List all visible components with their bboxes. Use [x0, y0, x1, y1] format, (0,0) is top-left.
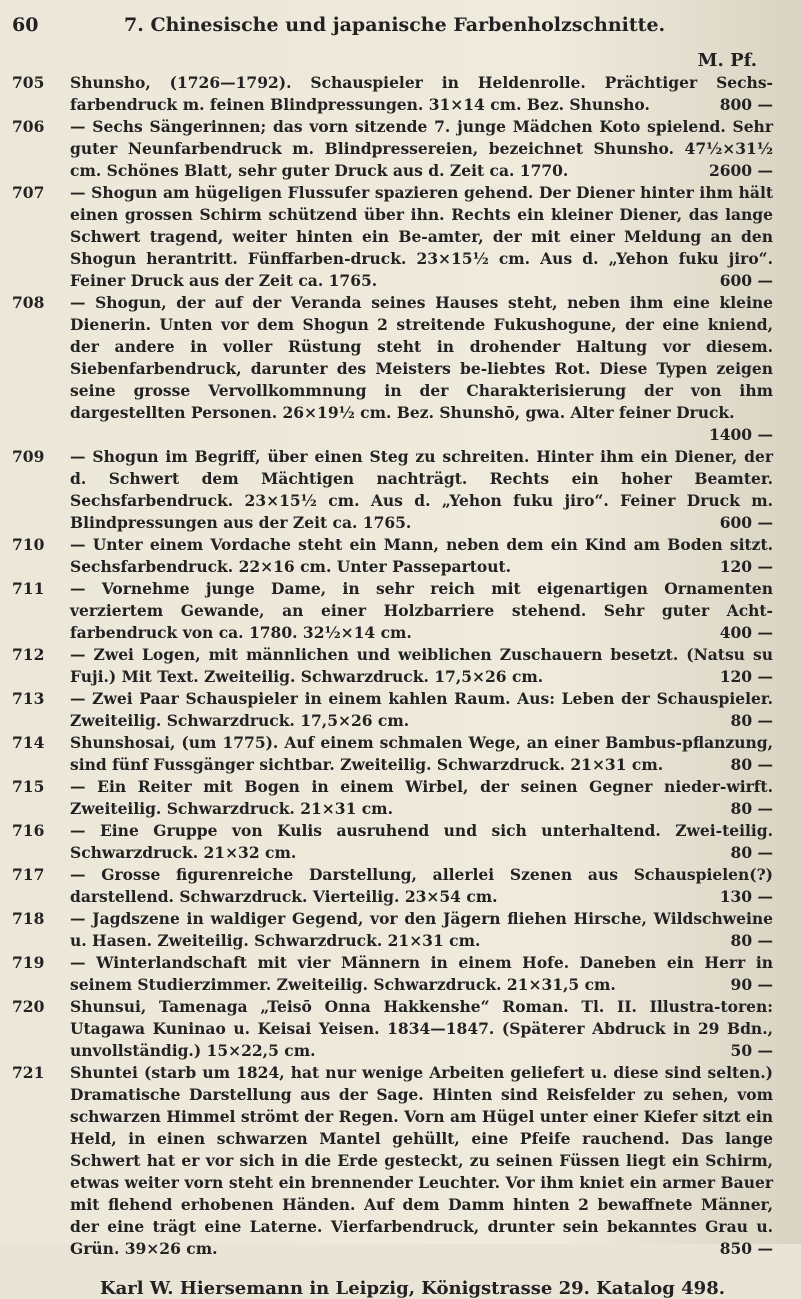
entry-description — [70, 996, 773, 1062]
entry-price: 800 — — [719, 95, 773, 114]
entry-description — [70, 446, 773, 534]
entry-text: — Grosse figurenreiche Darstellung, allerlei Szenen aus Schauspielen(?) darstellend. Schwarzdruck. Vierteilig. 23×54 cm. — [70, 865, 773, 906]
entry-description — [70, 732, 773, 776]
entry-text: — Winterlandschaft mit vier Männern in einem Hofe. Daneben ein Herr in seinem Studierzimmer. Zweiteilig. Schwarzdruck. 21×31,5 cm. — [70, 953, 773, 994]
entry-list — [12, 72, 773, 1260]
catalog-entry — [12, 182, 773, 292]
entry-description — [70, 116, 773, 182]
catalog-entry — [12, 578, 773, 644]
entry-text: Shuntei (starb um 1824, hat nur wenige Arbeiten geliefert u. diese sind selten.) Dramatische Darstellung aus der Sage. Hinten sind Reisfelder zu sehen, vom schwarzen Himmel strömt der Regen. Vorn am Hügel unter einer Kiefer sitzt ein Held, in einen schwarzen Mantel gehüllt, eine Pfeife rauchend. Das lange Schwert hat er vor sich in die Erde gesteckt, zu seinen Füssen liegt ein Schirm, etwas weiter vorn steht ein brennender Leuchter. Vor ihm kniet ein armer Bauer mit flehend erhobenen Händen. Auf dem Damm hinten 2 bewaffnete Männer, der eine trägt eine Laterne. Vierfarbendruck, drunter sein bekanntes Grau u. Grün. 39×26 cm. — [70, 1063, 773, 1258]
entry-text: — Shogun im Begriff, über einen Steg zu schreiten. Hinter ihm ein Diener, der d. Schwert dem Mächtigen nachträgt. Rechts ein hoher Beamter. Sechsfarbendruck. 23×15½ cm. Aus d. „Yehon fuku jiro“. Feiner Druck m. Blindpressungen aus der Zeit ca. 1765. — [70, 447, 773, 532]
entry-price: 50 — — [730, 1041, 773, 1060]
entry-price: 90 — — [730, 975, 773, 994]
entry-number: 718 — [12, 909, 45, 928]
entry-description — [70, 72, 773, 116]
section-title: 7. Chinesische und japanische Farbenholzschnitte. — [124, 14, 666, 36]
catalog-entry — [12, 1062, 773, 1260]
page-header — [12, 14, 773, 46]
entry-number: 706 — [12, 117, 45, 136]
catalog-entry — [12, 292, 773, 446]
entry-description — [70, 292, 773, 446]
entry-price: 80 — — [730, 843, 773, 862]
entry-price: 80 — — [730, 931, 773, 950]
entry-price: 120 — — [719, 557, 773, 576]
price-unit-label: M. Pf. — [697, 50, 757, 71]
catalog-entry — [12, 116, 773, 182]
entry-number: 715 — [12, 777, 45, 796]
entry-number: 716 — [12, 821, 45, 840]
entry-text: Shunshosai, (um 1775). Auf einem schmalen Wege, an einer Bambus-pflanzung, sind fünf Fussgänger sichtbar. Zweiteilig. Schwarzdruck. 21×31 cm. — [70, 733, 773, 774]
entry-price: 80 — — [730, 711, 773, 730]
entry-price: 850 — — [719, 1239, 773, 1258]
entry-text: — Vornehme junge Dame, in sehr reich mit eigenartigen Ornamenten verziertem Gewande, an einer Holzbarriere stehend. Sehr guter Acht-farbendruck von ca. 1780. 32½×14 cm. — [70, 579, 773, 642]
entry-text: Shunsui, Tamenaga „Teisō Onna Hakkenshe“ Roman. Tl. II. Illustra-toren: Utagawa Kuninao u. Keisai Yeisen. 1834—1847. (Späterer Abdruck in 29 Bdn., unvollständig.) 15×22,5 cm. — [70, 997, 773, 1060]
catalog-entry — [12, 908, 773, 952]
entry-number: 713 — [12, 689, 45, 708]
entry-description — [70, 644, 773, 688]
catalog-entry — [12, 776, 773, 820]
entry-description — [70, 820, 773, 864]
entry-price: 400 — — [719, 623, 773, 642]
entry-text: — Shogun, der auf der Veranda seines Hauses steht, neben ihm eine kleine Dienerin. Unten vor dem Shogun 2 streitende Fukushogune, der eine kniend, der andere in voller Rüstung steht in drohender Haltung vor diesem. Siebenfarbendruck, darunter des Meisters be-liebtes Rot. Diese Typen zeigen seine grosse Vervollkommnung in der Charakterisierung der von ihm dargestellten Personen. 26×19½ cm. Bez. Shunshō, gwa. Alter feiner Druck. — [70, 293, 773, 422]
entry-number: 709 — [12, 447, 45, 466]
catalog-entry — [12, 644, 773, 688]
entry-description — [70, 688, 773, 732]
entry-description — [70, 908, 773, 952]
entry-price: 2600 — — [708, 161, 773, 180]
catalog-entry — [12, 732, 773, 776]
entry-description — [70, 534, 773, 578]
entry-number: 720 — [12, 997, 45, 1016]
entry-number: 705 — [12, 73, 45, 92]
entry-number: 712 — [12, 645, 45, 664]
entry-number: 710 — [12, 535, 45, 554]
catalog-entry — [12, 952, 773, 996]
entry-text: — Zwei Paar Schauspieler in einem kahlen Raum. Aus: Leben der Schauspieler. Zweiteilig. Schwarzdruck. 17,5×26 cm. — [70, 689, 773, 730]
entry-text: — Eine Gruppe von Kulis ausruhend und sich unterhaltend. Zwei-teilig. Schwarzdruck. 21×32 cm. — [70, 821, 773, 862]
entry-price: 80 — — [730, 755, 773, 774]
catalog-entry — [12, 688, 773, 732]
entry-number: 714 — [12, 733, 45, 752]
entry-text: — Jagdszene in waldiger Gegend, vor den Jägern fliehen Hirsche, Wildschweine u. Hasen. Zweiteilig. Schwarzdruck. 21×31 cm. — [70, 909, 773, 950]
entry-price: 130 — — [719, 887, 773, 906]
catalog-entry — [12, 534, 773, 578]
catalog-entry — [12, 820, 773, 864]
entry-number: 707 — [12, 183, 45, 202]
entry-description — [70, 578, 773, 644]
entry-price: 600 — — [719, 271, 773, 290]
entry-number: 717 — [12, 865, 45, 884]
catalog-entry — [12, 864, 773, 908]
entry-text: — Sechs Sängerinnen; das vorn sitzende 7. junge Mädchen Koto spielend. Sehr guter Neunfarbendruck m. Blindpressereien, bezeichnet Shunsho. 47½×31½ cm. Schönes Blatt, sehr guter Druck aus d. Zeit ca. 1770. — [70, 117, 773, 180]
page-number: 60 — [12, 14, 39, 36]
entry-text: — Zwei Logen, mit männlichen und weiblichen Zuschauern besetzt. (Natsu su Fuji.) Mit Text. Zweiteilig. Schwarzdruck. 17,5×26 cm. — [70, 645, 773, 686]
entry-description — [70, 1062, 773, 1260]
entry-price: 1400 — — [708, 425, 773, 444]
entry-description — [70, 182, 773, 292]
publisher-footer: Karl W. Hiersemann in Leipzig, Königstrasse 29. Katalog 498. — [99, 1278, 725, 1299]
entry-description — [70, 864, 773, 908]
catalog-entry — [12, 996, 773, 1062]
entry-number: 719 — [12, 953, 45, 972]
catalog-entry — [12, 72, 773, 116]
entry-price: 80 — — [730, 799, 773, 818]
entry-price: 120 — — [719, 667, 773, 686]
entry-number: 711 — [12, 579, 45, 598]
entry-price: 600 — — [719, 513, 773, 532]
catalog-entry — [12, 446, 773, 534]
entry-text: — Unter einem Vordache steht ein Mann, neben dem ein Kind am Boden sitzt. Sechsfarbendruck. 22×16 cm. Unter Passepartout. — [70, 535, 773, 576]
entry-number: 721 — [12, 1063, 45, 1082]
entry-number: 708 — [12, 293, 45, 312]
entry-text: — Shogun am hügeligen Flussufer spazieren gehend. Der Diener hinter ihm hält einen grossen Schirm schützend über ihn. Rechts ein kleiner Diener, das lange Schwert tragend, weiter hinten ein Be-amter, der mit einer Meldung an den Shogun herantritt. Fünffarben-druck. 23×15½ cm. Aus d. „Yehon fuku jiro“. Feiner Druck aus der Zeit ca. 1765. — [70, 183, 773, 290]
entry-text: Shunsho, (1726—1792). Schauspieler in Heldenrolle. Prächtiger Sechs-farbendruck m. feinen Blindpressungen. 31×14 cm. Bez. Shunsho. — [70, 73, 773, 114]
entry-description — [70, 952, 773, 996]
entry-text: — Ein Reiter mit Bogen in einem Wirbel, der seinen Gegner nieder-wirft. Zweiteilig. Schwarzdruck. 21×31 cm. — [70, 777, 773, 818]
entry-description — [70, 776, 773, 820]
